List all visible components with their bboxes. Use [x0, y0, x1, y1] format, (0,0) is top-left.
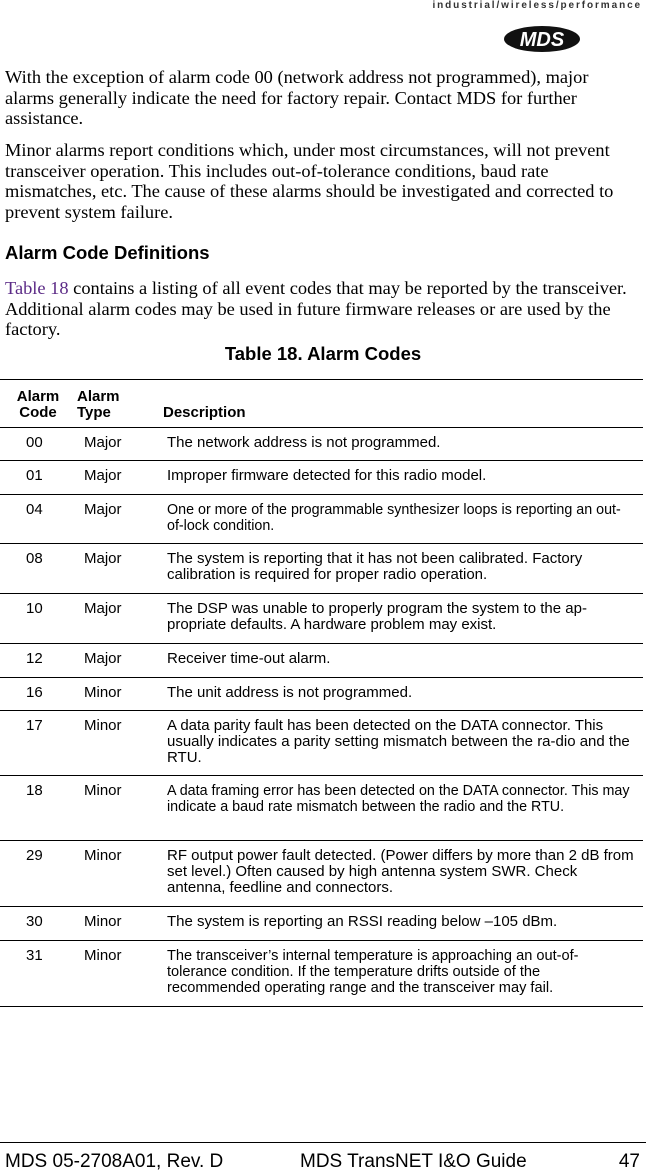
cell-description: The system is reporting that it has not been calibrated. Factory calibration is required for proper radio operation. [167, 550, 583, 583]
paragraph-table-intro-text: contains a listing of all event codes that may be reported by the transceiver. Additional alarm codes may be used in future firmware releases or are used by the factory. [5, 278, 627, 339]
paragraph-table-intro [5, 278, 641, 340]
cell-description: A data parity fault has been detected on the DATA connector. This usually indicates a parity setting mismatch between the ra-dio and the RTU. [167, 717, 630, 766]
cell-type: Major [84, 467, 122, 484]
cell-type: Major [84, 501, 122, 518]
cell-type: Minor [84, 913, 122, 930]
cell-code: 12 [26, 650, 43, 667]
table-row [0, 678, 643, 711]
cell-type: Minor [84, 947, 122, 964]
cell-code: 29 [26, 847, 43, 864]
footer-doc-id: MDS 05-2708A01, Rev. D [5, 1151, 224, 1172]
cell-code: 31 [26, 947, 43, 964]
footer-guide-title: MDS TransNET I&O Guide [300, 1151, 527, 1172]
cell-code: 10 [26, 600, 43, 617]
table-row [0, 428, 643, 461]
header-alarm-code: Alarm Code [16, 388, 60, 421]
cell-type: Minor [84, 684, 122, 701]
cell-description: The system is reporting an RSSI reading below –105 dBm. [167, 913, 558, 930]
table-row [0, 841, 643, 907]
table-row [0, 594, 643, 644]
cell-code: 16 [26, 684, 43, 701]
cell-code: 00 [26, 434, 43, 451]
table-18-link[interactable]: Table 18 [5, 278, 69, 298]
table-row [0, 644, 643, 678]
cell-description: The transceiver’s internal temperature is approaching an out-of-tolerance condition. If the temperature drifts outside of the recommended operating range and the transceiver may fail. [167, 948, 579, 996]
table-row [0, 907, 643, 941]
table-row [0, 495, 643, 544]
cell-type: Major [84, 434, 122, 451]
table-row [0, 941, 643, 1007]
tagline: industrial/wireless/performance [432, 0, 642, 11]
table-row [0, 461, 643, 495]
paragraph-minor-alarms: Minor alarms report conditions which, under most circumstances, will not prevent transceiver operation. This includes out-of-tolerance conditions, baud rate mismatches, etc. The cause of these alarms should be investigated and corrected to prevent system failure. [5, 140, 614, 222]
cell-code: 17 [26, 717, 43, 734]
cell-description: The network address is not programmed. [167, 434, 441, 451]
paragraph-major-alarms: With the exception of alarm code 00 (network address not programmed), major alarms generally indicate the need for factory repair. Contact MDS for further assistance. [5, 67, 589, 128]
cell-code: 04 [26, 501, 43, 518]
page-number: 47 [618, 1151, 640, 1172]
mds-logo [502, 19, 582, 59]
cell-description: One or more of the programmable synthesizer loops is reporting an out-of-lock condition. [167, 502, 621, 534]
cell-type: Major [84, 650, 122, 667]
cell-description: Receiver time-out alarm. [167, 650, 331, 667]
cell-description: The unit address is not programmed. [167, 684, 413, 701]
header-description: Description [163, 404, 246, 421]
section-heading: Alarm Code Definitions [5, 242, 210, 263]
footer-divider [0, 1142, 646, 1143]
alarm-codes-table [0, 379, 643, 1007]
cell-code: 01 [26, 467, 43, 484]
table-row [0, 776, 643, 841]
cell-description: The DSP was unable to properly program the system to the ap-propriate defaults. A hardware problem may exist. [167, 600, 587, 633]
table-header [0, 380, 643, 428]
cell-code: 30 [26, 913, 43, 930]
table-title: Table 18. Alarm Codes [224, 343, 422, 364]
cell-code: 18 [26, 782, 43, 799]
table-row [0, 544, 643, 594]
cell-description: RF output power fault detected. (Power differs by more than 2 dB from set level.) Often caused by high antenna system SWR. Check antenna, feedline and connectors. [167, 847, 634, 896]
cell-type: Minor [84, 847, 122, 864]
cell-type: Minor [84, 782, 122, 799]
cell-description: Improper firmware detected for this radio model. [167, 467, 487, 484]
cell-type: Major [84, 550, 122, 567]
cell-code: 08 [26, 550, 43, 567]
cell-type: Major [84, 600, 122, 617]
cell-description: A data framing error has been detected on the DATA connector. This may indicate a baud rate mismatch between the radio and the RTU. [167, 783, 630, 815]
logo-text: MDS [519, 29, 565, 51]
header-alarm-type: Alarm Type [77, 388, 120, 421]
cell-type: Minor [84, 717, 122, 734]
table-row [0, 711, 643, 776]
